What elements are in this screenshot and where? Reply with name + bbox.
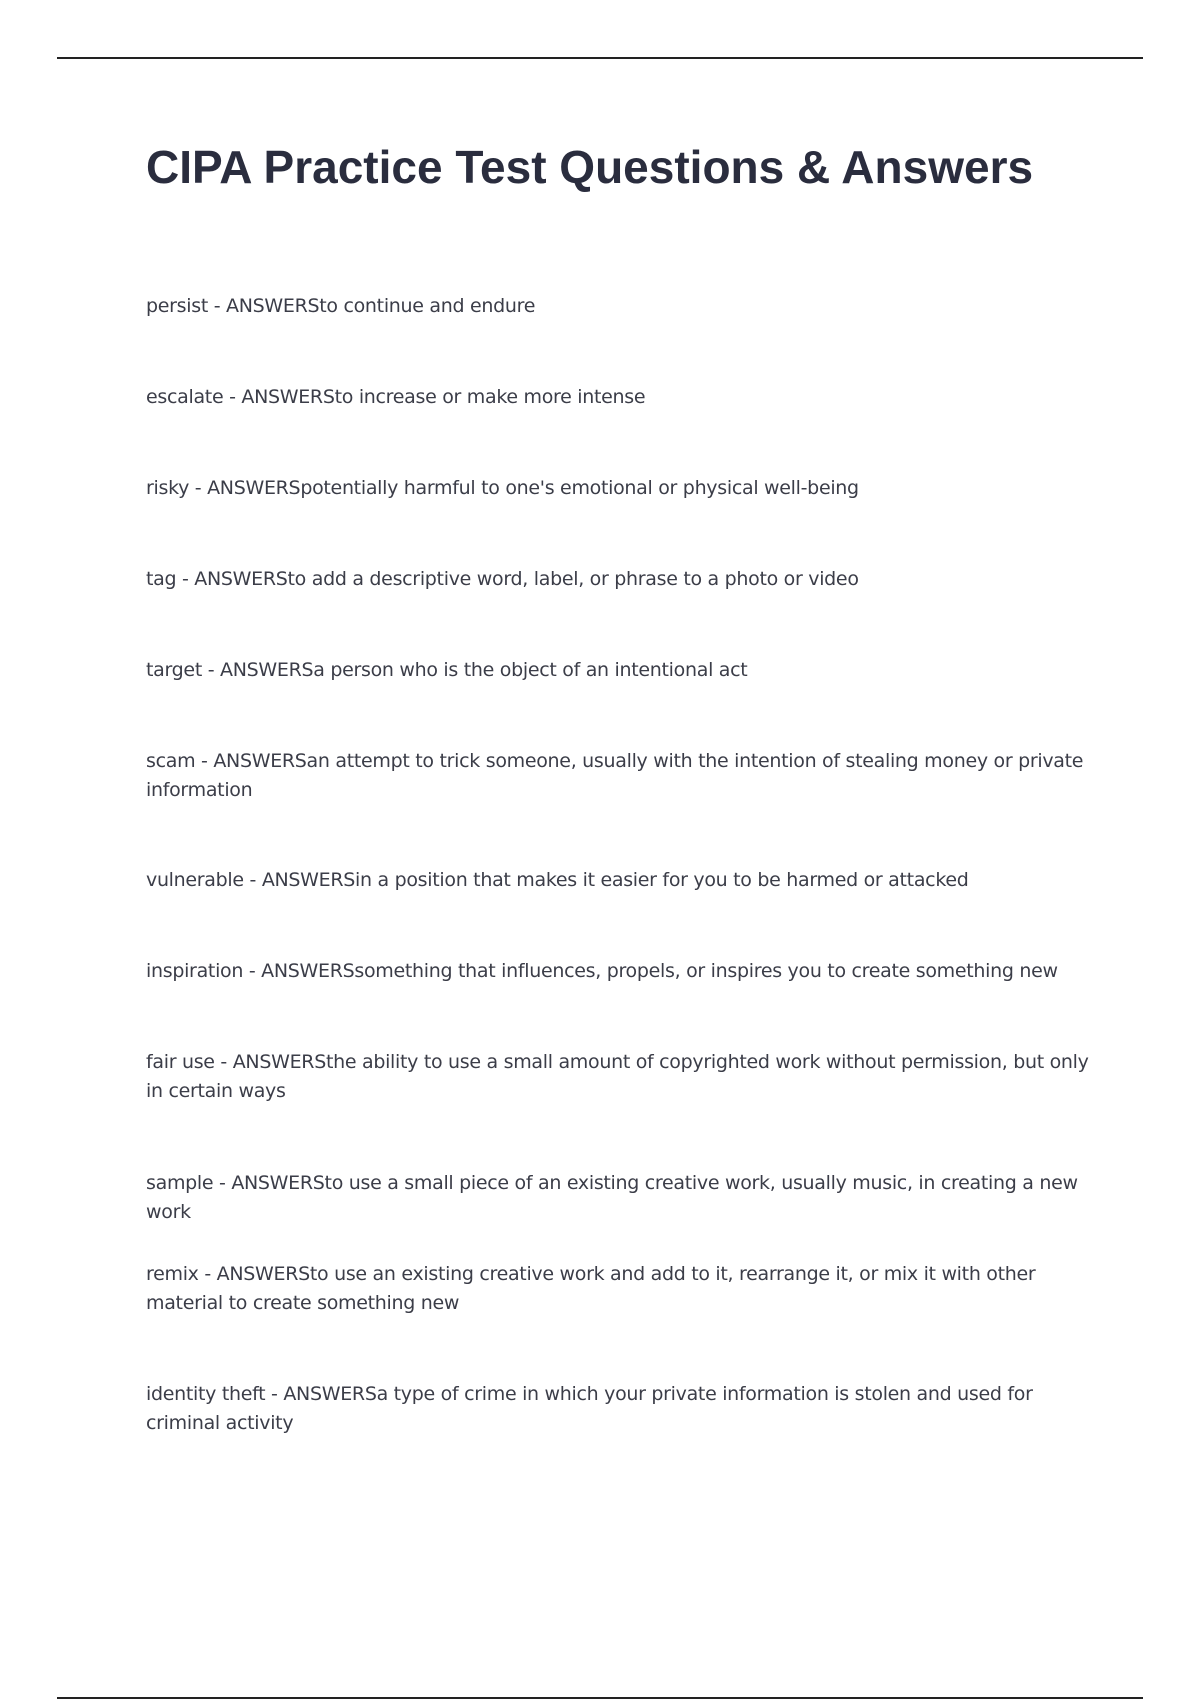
list-item: risky - ANSWERSpotentially harmful to one's emotional or physical well-being [146, 477, 859, 499]
list-item: escalate - ANSWERSto increase or make more intense [146, 386, 646, 408]
bottom-rule [57, 1697, 1143, 1699]
list-item: target - ANSWERSa person who is the object of an intentional act [146, 659, 748, 681]
list-item: vulnerable - ANSWERSin a position that makes it easier for you to be harmed or attacked [146, 869, 969, 891]
list-item: inspiration - ANSWERSsomething that influences, propels, or inspires you to create something new [146, 960, 1058, 982]
list-item: fair use - ANSWERSthe ability to use a small amount of copyrighted work without permission, but only in certain ways [146, 1051, 1089, 1102]
list-item: identity theft - ANSWERSa type of crime in which your private information is stolen and used for criminal activity [146, 1383, 1033, 1434]
list-item: persist - ANSWERSto continue and endure [146, 295, 536, 317]
page-title: CIPA Practice Test Questions & Answers [146, 141, 1034, 193]
list-item: tag - ANSWERSto add a descriptive word, label, or phrase to a photo or video [146, 568, 859, 590]
top-rule [57, 57, 1143, 59]
list-item: sample - ANSWERSto use a small piece of an existing creative work, usually music, in creating a new work [146, 1172, 1078, 1223]
list-item: remix - ANSWERSto use an existing creative work and add to it, rearrange it, or mix it with other material to create something new [146, 1263, 1036, 1314]
list-item: scam - ANSWERSan attempt to trick someone, usually with the intention of stealing money or private information [146, 750, 1084, 801]
